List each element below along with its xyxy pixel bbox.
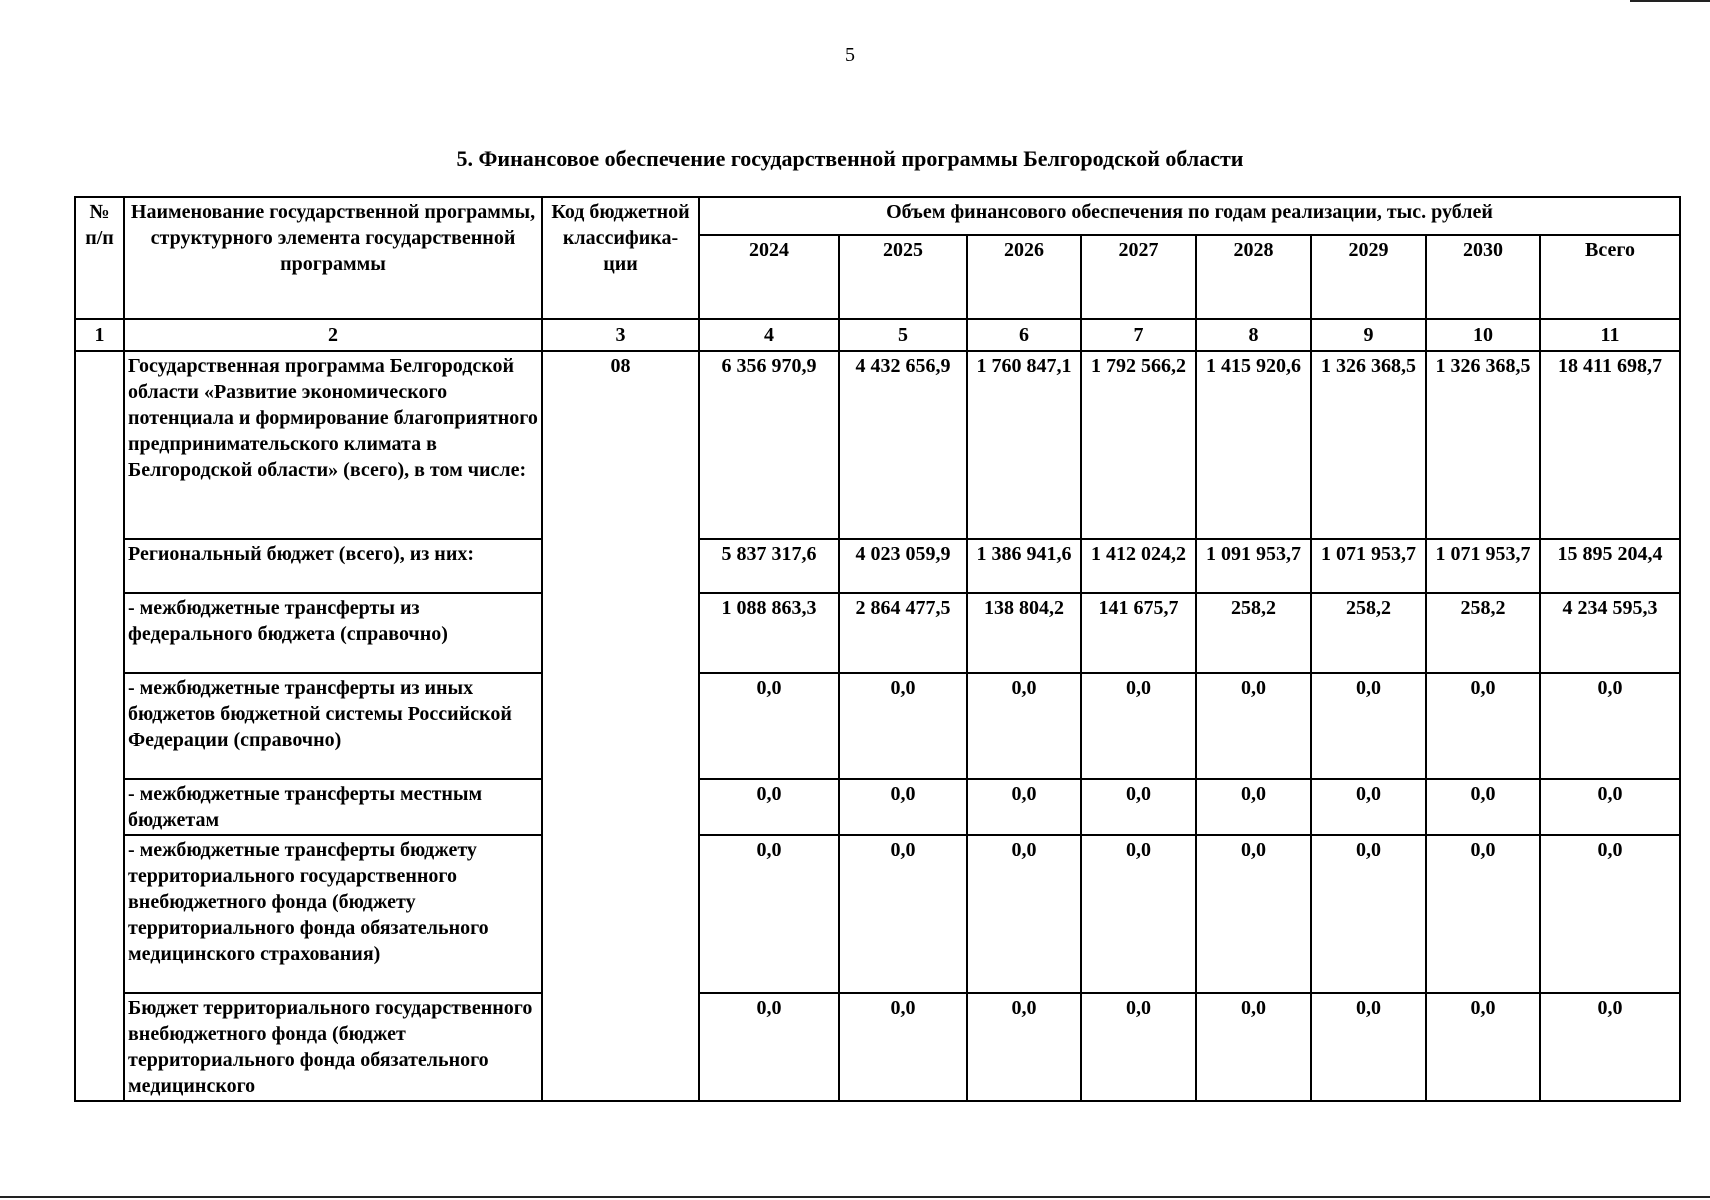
row-name: - межбюджетные трансферты из иных бюджетов бюджетной системы Российской Федерации (справочно) xyxy=(124,673,542,779)
value-cell: 1 386 941,6 xyxy=(967,539,1081,593)
row-name: - межбюджетные трансферты местным бюджетам xyxy=(124,779,542,835)
value-cell: 0,0 xyxy=(1196,673,1311,779)
value-cell: 0,0 xyxy=(699,779,839,835)
value-cell: 1 071 953,7 xyxy=(1426,539,1540,593)
value-cell: 0,0 xyxy=(699,673,839,779)
value-cell: 1 071 953,7 xyxy=(1311,539,1426,593)
total-cell: 15 895 204,4 xyxy=(1540,539,1680,593)
value-cell: 1 415 920,6 xyxy=(1196,351,1311,539)
header-year: 2024 xyxy=(699,235,839,319)
total-cell: 0,0 xyxy=(1540,779,1680,835)
column-number: 5 xyxy=(839,319,967,351)
table-row xyxy=(75,539,1680,593)
value-cell: 258,2 xyxy=(1311,593,1426,673)
header-row-1 xyxy=(75,197,1680,235)
header-year: 2025 xyxy=(839,235,967,319)
header-name: Наименование государственной программы, структурного элемента государственной программы xyxy=(124,197,542,319)
value-cell: 0,0 xyxy=(1311,779,1426,835)
value-cell: 0,0 xyxy=(839,779,967,835)
value-cell: 0,0 xyxy=(699,835,839,993)
header-code: Код бюджетной классифика-ции xyxy=(542,197,699,319)
header-year: 2030 xyxy=(1426,235,1540,319)
value-cell: 0,0 xyxy=(1426,673,1540,779)
table-row xyxy=(75,779,1680,835)
value-cell: 0,0 xyxy=(1081,993,1196,1101)
value-cell: 1 091 953,7 xyxy=(1196,539,1311,593)
column-number: 8 xyxy=(1196,319,1311,351)
row-name: Государственная программа Белгородской области «Развитие экономического потенциала и формирование благоприятного предпринимательского климата в Белгородской области» (всего), в том числе: xyxy=(124,351,542,539)
value-cell: 1 792 566,2 xyxy=(1081,351,1196,539)
header-year: 2029 xyxy=(1311,235,1426,319)
header-year: 2028 xyxy=(1196,235,1311,319)
column-number: 1 xyxy=(75,319,124,351)
header-year: 2027 xyxy=(1081,235,1196,319)
total-cell: 4 234 595,3 xyxy=(1540,593,1680,673)
value-cell: 0,0 xyxy=(699,993,839,1101)
table-row xyxy=(75,835,1680,993)
value-cell: 0,0 xyxy=(1196,835,1311,993)
column-number: 3 xyxy=(542,319,699,351)
value-cell: 0,0 xyxy=(839,673,967,779)
page-number: 5 xyxy=(845,44,855,66)
value-cell: 4 023 059,9 xyxy=(839,539,967,593)
value-cell: 0,0 xyxy=(1311,993,1426,1101)
value-cell: 4 432 656,9 xyxy=(839,351,967,539)
column-number: 10 xyxy=(1426,319,1540,351)
value-cell: 1 760 847,1 xyxy=(967,351,1081,539)
value-cell: 258,2 xyxy=(1426,593,1540,673)
table-row xyxy=(75,993,1680,1101)
budget-code: 08 xyxy=(542,351,699,1101)
financing-table xyxy=(74,196,1681,1102)
value-cell: 0,0 xyxy=(967,673,1081,779)
row-name: Бюджет территориального государственного внебюджетного фонда (бюджет территориального фонда обязательного медицинского xyxy=(124,993,542,1101)
value-cell: 1 412 024,2 xyxy=(1081,539,1196,593)
value-cell: 0,0 xyxy=(1081,673,1196,779)
header-total: Всего xyxy=(1540,235,1680,319)
column-number: 11 xyxy=(1540,319,1680,351)
value-cell: 0,0 xyxy=(839,993,967,1101)
row-name: - межбюджетные трансферты из федерального бюджета (справочно) xyxy=(124,593,542,673)
value-cell: 1 326 368,5 xyxy=(1426,351,1540,539)
value-cell: 2 864 477,5 xyxy=(839,593,967,673)
total-cell: 18 411 698,7 xyxy=(1540,351,1680,539)
value-cell: 138 804,2 xyxy=(967,593,1081,673)
column-numbers-row xyxy=(75,319,1680,351)
column-number: 7 xyxy=(1081,319,1196,351)
value-cell: 6 356 970,9 xyxy=(699,351,839,539)
scan-edge-bottom xyxy=(0,1196,1710,1198)
value-cell: 0,0 xyxy=(1081,835,1196,993)
document-title: 5. Финансовое обеспечение государственной программы Белгородской области xyxy=(456,146,1244,171)
value-cell: 1 088 863,3 xyxy=(699,593,839,673)
column-number: 4 xyxy=(699,319,839,351)
value-cell: 141 675,7 xyxy=(1081,593,1196,673)
column-number: 2 xyxy=(124,319,542,351)
total-cell: 0,0 xyxy=(1540,835,1680,993)
table-row xyxy=(75,593,1680,673)
row-name: - межбюджетные трансферты бюджету территориального государственного внебюджетного фонда (бюджету территориального фонда обязательного медицинского страхования) xyxy=(124,835,542,993)
value-cell: 258,2 xyxy=(1196,593,1311,673)
value-cell: 0,0 xyxy=(967,835,1081,993)
scan-edge-top xyxy=(1630,0,1710,2)
header-number: № п/п xyxy=(75,197,124,319)
table-row xyxy=(75,673,1680,779)
value-cell: 0,0 xyxy=(1426,779,1540,835)
value-cell: 0,0 xyxy=(1196,779,1311,835)
value-cell: 0,0 xyxy=(1426,993,1540,1101)
total-cell: 0,0 xyxy=(1540,993,1680,1101)
value-cell: 0,0 xyxy=(1196,993,1311,1101)
column-number: 6 xyxy=(967,319,1081,351)
column-number: 9 xyxy=(1311,319,1426,351)
value-cell: 0,0 xyxy=(1426,835,1540,993)
value-cell: 0,0 xyxy=(1311,673,1426,779)
row-number-cell xyxy=(75,351,124,1101)
total-cell: 0,0 xyxy=(1540,673,1680,779)
row-name: Региональный бюджет (всего), из них: xyxy=(124,539,542,593)
table-row xyxy=(75,351,1680,539)
value-cell: 0,0 xyxy=(967,779,1081,835)
value-cell: 1 326 368,5 xyxy=(1311,351,1426,539)
value-cell: 0,0 xyxy=(967,993,1081,1101)
header-volume: Объем финансового обеспечения по годам реализации, тыс. рублей xyxy=(699,197,1680,235)
value-cell: 0,0 xyxy=(1311,835,1426,993)
value-cell: 0,0 xyxy=(1081,779,1196,835)
value-cell: 0,0 xyxy=(839,835,967,993)
value-cell: 5 837 317,6 xyxy=(699,539,839,593)
header-year: 2026 xyxy=(967,235,1081,319)
